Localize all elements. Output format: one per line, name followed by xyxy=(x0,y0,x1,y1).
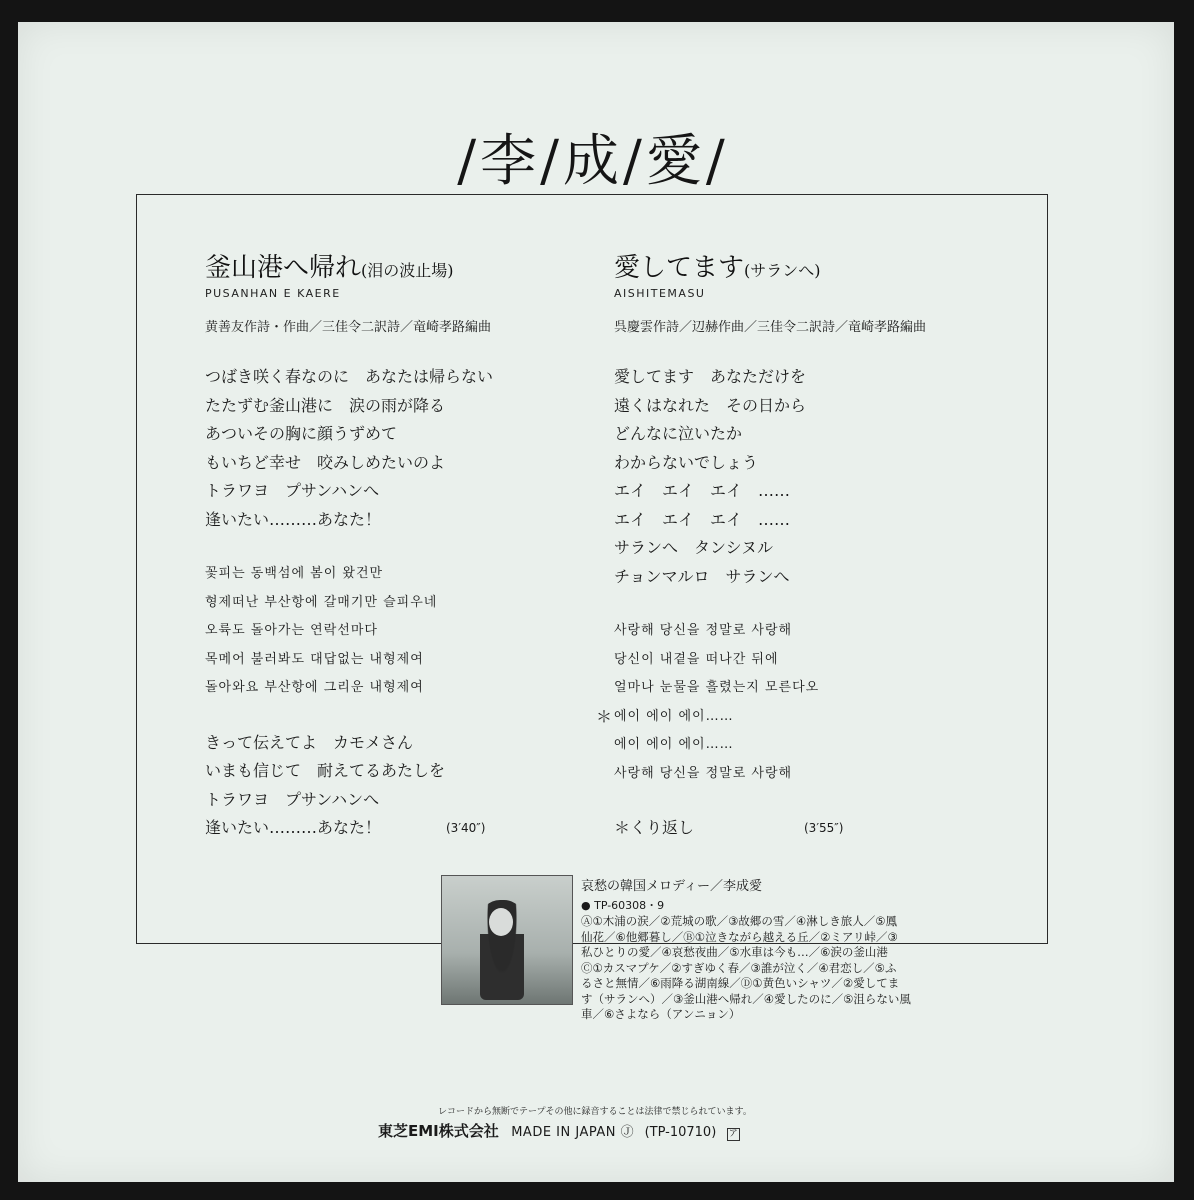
copyright-note: レコードから無断でテープその他に録音することは法律で禁じられています。 xyxy=(438,1107,752,1117)
lyric-line: サランへ タンシヌル xyxy=(614,538,773,557)
korean-lyric-line: 사랑해 당신을 정말로 사랑해 xyxy=(614,623,793,638)
track-line: 仙花／⑥他郷暮し／Ⓑ①泣きながら越える丘／②ミアリ峠／③ xyxy=(581,929,898,944)
track-line: 車／⑥さよなら（アンニョン） xyxy=(581,1007,741,1021)
korean-lyric-line: 꽃피는 동백섬에 봄이 왔건만 xyxy=(205,566,384,581)
lyric-line: エイ エイ エイ …… xyxy=(614,509,791,529)
track-line: るさと無情／⑥雨降る湖南線／Ⓓ①黄色いシャツ／②愛してま xyxy=(581,976,900,990)
song-title: 愛してます(サランへ) xyxy=(614,253,821,283)
catalog-number: (TP-10710) xyxy=(644,1125,717,1140)
price-mark: ア xyxy=(728,1129,738,1139)
singer-face xyxy=(489,908,513,936)
lyric-line: 逢いたい………あなた！ xyxy=(205,509,382,529)
song-romaji: PUSANHAN E KAERE xyxy=(205,287,341,300)
lyrics xyxy=(205,363,605,843)
lyric-line: きって伝えてよ カモメさん xyxy=(205,732,414,752)
track-line: Ⓐ①木浦の涙／②荒城の歌／③故郷の雪／④淋しき旅人／⑤鳳 xyxy=(581,914,898,928)
lyric-line: トラワヨ プサンハンへ xyxy=(205,481,380,500)
korean-lyric-line: 당신이 내곁을 떠나간 뒤에 xyxy=(614,651,779,667)
album-title: 哀愁の韓国メロディー／李成愛 xyxy=(581,879,762,894)
lyric-line: いまも信じて 耐えてるあたしを xyxy=(205,761,446,780)
lyric-line: トラワヨ プサンハンへ xyxy=(205,789,380,809)
lyric-line: どんなに泣いたか xyxy=(614,424,743,443)
track-line: す（サランへ）／③釜山港へ帰れ／④愛したのに／⑤沮らない風 xyxy=(581,991,911,1006)
repeat-mark: ＊ xyxy=(596,706,614,726)
lyric-line: チョンマルロ サランへ xyxy=(614,566,790,586)
song-credits: 黄善友作詩・作曲／三佳令二訳詩／竜崎孝路編曲 xyxy=(205,320,492,335)
song-duration: (3′55″) xyxy=(804,821,844,835)
korean-lyric-line: 오륙도 돌아가는 연락선마다 xyxy=(205,623,378,638)
lyric-line: 愛してます あなただけを xyxy=(614,367,807,386)
lyric-line: たたずむ釜山港に 涙の雨が降る xyxy=(205,395,446,415)
korean-lyric-line: 에이 에이 에이…… xyxy=(614,737,734,752)
lyric-line: わからないでしょう xyxy=(614,452,759,472)
song-title: 釜山港へ帰れ(泪の波止場) xyxy=(205,253,454,283)
lyric-sheet xyxy=(18,22,1174,1182)
korean-lyric-line: 사랑해 당신을 정말로 사랑해 xyxy=(614,765,793,781)
footer xyxy=(378,1120,740,1141)
lyrics xyxy=(596,363,1034,843)
korean-lyric-line: 형제떠난 부산항에 갈매기만 슬피우네 xyxy=(205,594,438,610)
artist-name: /李/成/愛/ xyxy=(457,129,729,194)
song-duration: (3′40″) xyxy=(446,821,486,835)
korean-lyric-line: 돌아와요 부산항에 그리운 내형제여 xyxy=(205,680,424,695)
company-name: 東芝EMI株式会社 xyxy=(378,1122,499,1140)
song-pusanhan xyxy=(205,247,605,843)
lyric-line: 逢いたい………あなた！ (3′40″) xyxy=(205,814,605,843)
korean-lyric-line: 목메어 불러봐도 대답없는 내형제여 xyxy=(205,651,424,667)
song-romaji: AISHITEMASU xyxy=(614,287,706,300)
track-line: Ⓒ①カスマプケ／②すぎゆく春／③誰が泣く／④君恋し／⑤ふ xyxy=(581,960,897,975)
repeat-line: ＊くり返し (3′55″) xyxy=(614,814,1034,843)
korean-lyric-line: 얼마나 눈물을 흘렸는지 모른다오 xyxy=(614,680,820,695)
lyric-line: あついその胸に顔うずめて xyxy=(205,424,398,443)
song-aishitemasu xyxy=(596,247,1034,843)
lyric-line: つばき咲く春なのに あなたは帰らない xyxy=(205,367,494,386)
album-advert xyxy=(441,875,1041,1021)
song-credits: 呉慶雲作詩／辺赫作曲／三佳令二訳詩／竜崎孝路編曲 xyxy=(614,320,927,335)
song-subtitle: (泪の波止場) xyxy=(361,261,454,280)
made-in-label: MADE IN JAPAN Ⓙ xyxy=(511,1125,635,1140)
lyric-line: 遠くはなれた その日から xyxy=(614,395,807,415)
lyric-line: もいちど幸せ 咬みしめたいのよ xyxy=(205,452,446,472)
album-tracks xyxy=(581,914,1031,1023)
album-info xyxy=(581,875,1031,1023)
korean-lyric-line: ＊ 에이 에이 에이…… xyxy=(614,703,1034,732)
album-jacket-image xyxy=(441,875,573,1005)
track-line: 私ひとりの愛／④哀愁夜曲／⑤水車は今も…／⑥涙の釜山港 xyxy=(581,945,888,959)
lyrics-frame xyxy=(136,194,1048,1021)
lyric-line: エイ エイ エイ …… xyxy=(614,481,791,500)
album-code: ● TP-60308・9 xyxy=(581,899,665,912)
song-subtitle: (サランへ) xyxy=(744,261,821,280)
